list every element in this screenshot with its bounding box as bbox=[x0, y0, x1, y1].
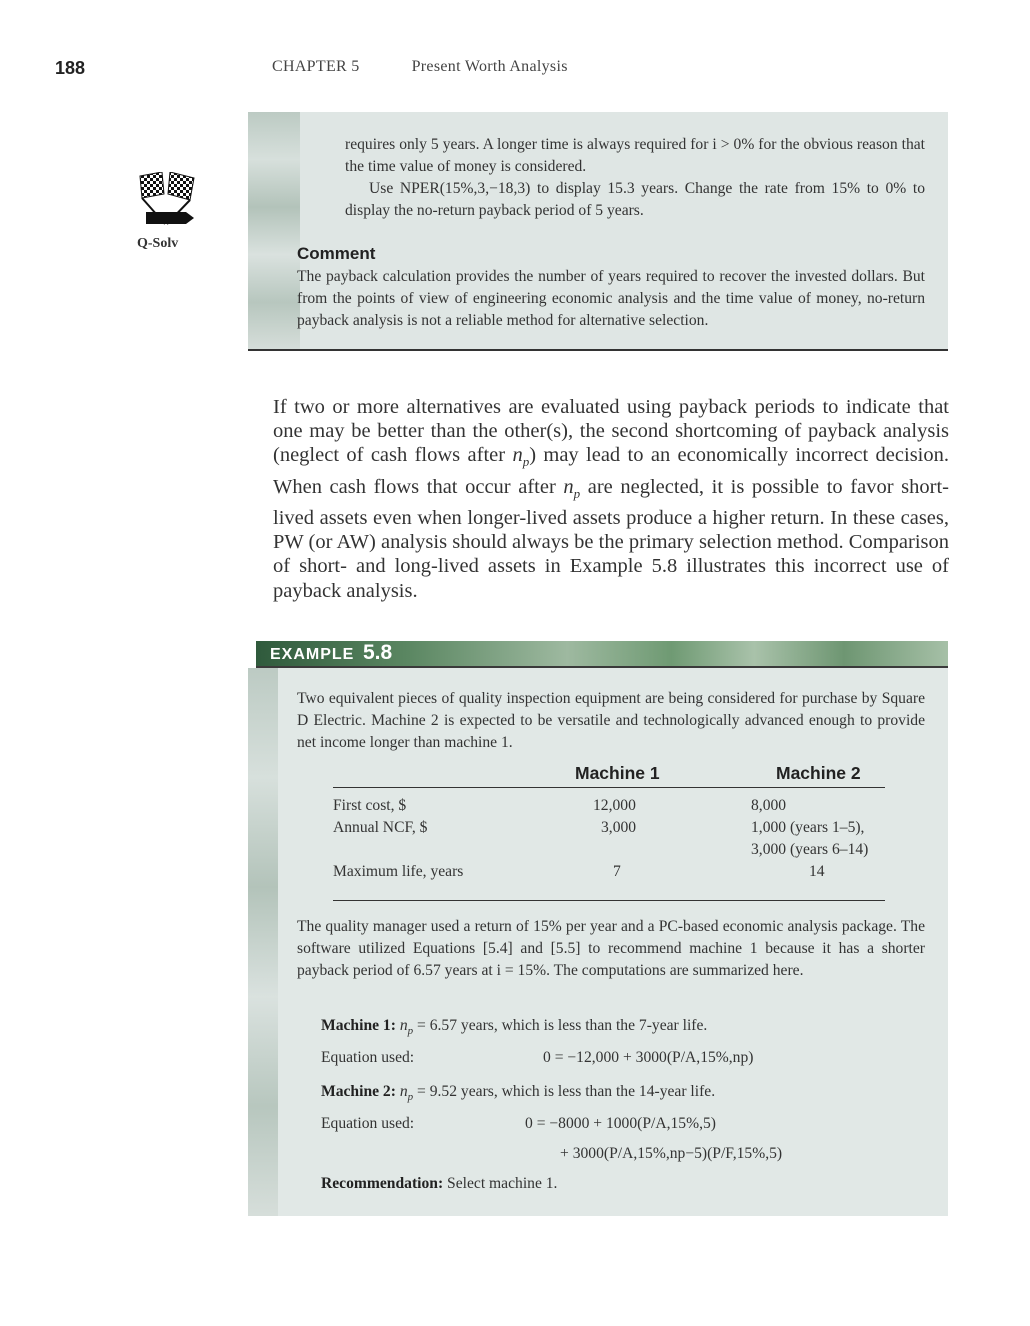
qsolv-label: Q-Solv bbox=[137, 236, 179, 251]
machine-2-line: Machine 2: $n_p = 9.52$ years, which is less than the 14-year life. bbox=[321, 1083, 716, 1104]
chapter-label: CHAPTER 5 bbox=[272, 58, 360, 75]
table-row-label: Annual NCF, $ bbox=[333, 819, 428, 836]
section-title: Present Worth Analysis bbox=[411, 58, 568, 75]
comment-heading: Comment bbox=[297, 244, 376, 263]
equation-used-label: Equation used: bbox=[321, 1049, 415, 1066]
machine-1-label: Machine 1: bbox=[321, 1017, 396, 1034]
equation-used-label: Equation used: bbox=[321, 1115, 415, 1132]
np-variable: $n_p$ bbox=[563, 475, 581, 501]
box-bottom-rule bbox=[248, 349, 948, 351]
machine-1-equation: 0 = −12,000 + 3000(P/A,15%,np) bbox=[543, 1049, 754, 1066]
table-row-label: First cost, $ bbox=[333, 797, 407, 814]
decorative-texture bbox=[248, 112, 300, 350]
example-header-bar bbox=[256, 641, 948, 668]
table-header-machine-2: Machine 2 bbox=[776, 763, 861, 783]
table-cell-m1: 3,000 bbox=[601, 819, 637, 836]
table-cell-m2: 14 bbox=[809, 863, 825, 880]
recommendation-label: Recommendation: bbox=[321, 1175, 444, 1192]
machine-2-equation-line-2: + 3000(P/A,15%,np−5)(P/F,15%,5) bbox=[560, 1145, 783, 1162]
table-header-machine-1: Machine 1 bbox=[575, 763, 660, 783]
paragraph-text-1: If two or more alternatives are evaluated using payback periods to indicate that one may be better than the other(s), the second shortcoming of payback analysis (neglect of cash flows after bbox=[273, 396, 949, 467]
table-cell-m1: 7 bbox=[613, 863, 621, 880]
machine-2-label: Machine 2: bbox=[321, 1083, 396, 1100]
recommendation-text: Select machine 1. bbox=[447, 1175, 558, 1192]
paragraph-text-3: are neglected, it is possible to favor short-lived assets even when longer-lived assets produce a higher return. In these cases, PW (or AW) analysis should always be the primary selection method. Comparison of short- and long-lived assets in Example 5.8 illustrates this incorrect use of payback analysis. bbox=[273, 475, 949, 602]
decorative-texture bbox=[248, 668, 278, 1216]
page-number: 188 bbox=[55, 58, 86, 78]
table-cell-m2: 3,000 (years 6–14) bbox=[751, 841, 869, 858]
machine-2-equation-line-1: 0 = −8000 + 1000(P/A,15%,5) bbox=[525, 1115, 716, 1132]
machine-1-line: Machine 1: $n_p = 6.57$ years, which is less than the 7-year life. bbox=[321, 1017, 708, 1038]
table-top-rule bbox=[333, 787, 885, 788]
checkered-flags-icon bbox=[132, 172, 202, 232]
example-label: EXAMPLE bbox=[270, 646, 355, 663]
recommendation-line bbox=[321, 1175, 557, 1193]
table-row-label: Maximum life, years bbox=[333, 863, 464, 880]
comment-body: The payback calculation provides the number of years required to recover the invested dollars. But from the points of view of engineering economic analysis and the time value of money, no-return payback analysis is not a reliable method for alternative selection. bbox=[297, 268, 925, 329]
body-paragraph bbox=[273, 395, 949, 603]
machine-2-np: = 9.52 years, which is less than the 14-year life. bbox=[417, 1083, 716, 1100]
box-paragraph-1: requires only 5 years. A longer time is always required for i > 0% for the obvious reason that the time value of money is considered. bbox=[345, 136, 925, 175]
table-cell-m1: 12,000 bbox=[593, 797, 636, 814]
running-head bbox=[272, 58, 568, 76]
table-cell-m2: 1,000 (years 1–5), bbox=[751, 819, 865, 836]
table-bottom-rule bbox=[333, 900, 885, 901]
np-variable: $n_p$ bbox=[512, 444, 530, 470]
example-intro: Two equivalent pieces of quality inspection equipment are being considered for purchase by Square D Electric. Machine 2 is expected to be versatile and technologically advanced enough to provide net income longer than machine 1. bbox=[297, 690, 925, 751]
box-paragraph-2: Use NPER(15%,3,−18,3) to display 15.3 years. Change the rate from 15% to 0% to display the no-return payback period of 5 years. bbox=[345, 180, 925, 219]
example-paragraph-2: The quality manager used a return of 15% per year and a PC-based economic analysis package. The software utilized Equations [5.4] and [5.5] to recommend machine 1 because it has a shorter payback period of 6.57 years at i = 15%. The computations are summarized here. bbox=[297, 918, 925, 979]
paragraph-text-2: ) may lead to an economically incorrect decision. When cash flows that occur after bbox=[273, 444, 949, 498]
table-cell-m2: 8,000 bbox=[751, 797, 787, 814]
example-number: 5.8 bbox=[363, 641, 393, 664]
machine-1-np: = 6.57 years, which is less than the 7-year life. bbox=[417, 1017, 708, 1034]
